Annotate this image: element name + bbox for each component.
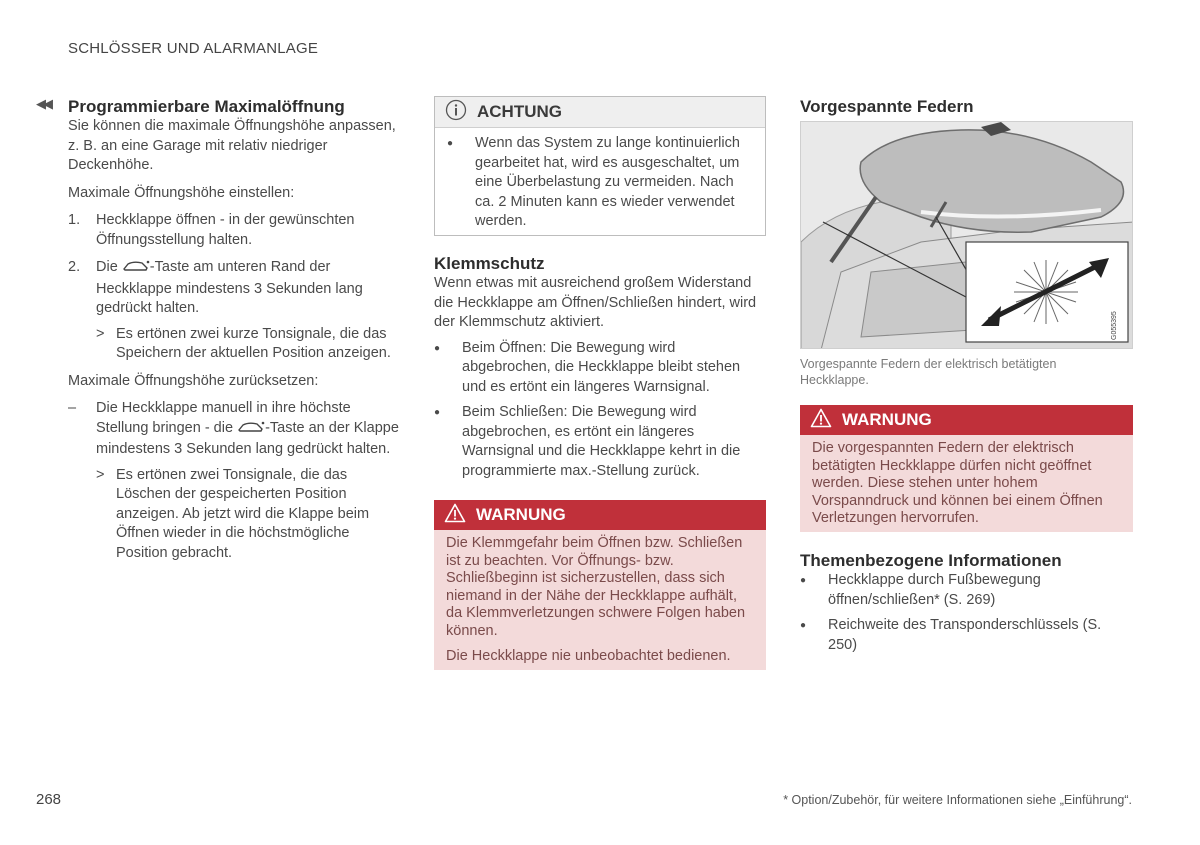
bullet-dot: ●	[434, 407, 441, 418]
achtung-body	[435, 128, 765, 232]
warning-triangle-icon	[810, 408, 832, 433]
bullet-dot: ●	[447, 138, 454, 149]
set-label: Maximale Öffnungshöhe einstellen:	[68, 184, 295, 201]
warnung-text: Die vorgespannten Federn der elektrisch betätigten Heckklappe dürfen nicht geöffnet werden. Diese stehen unter hohem Vorspanndruck und können bei einem Öffnen Verletzungen hervorrufen.	[812, 440, 1103, 526]
achtung-header	[435, 97, 765, 128]
result-text: Es ertönen zwei Tonsignale, die das Löschen der gespeicherten Position anzeigen. Ab jetzt wird die Klappe beim Öffnen wieder in die höchstmögliche Position gebracht.	[116, 466, 370, 561]
step-2	[68, 258, 403, 319]
bullet-text: Beim Schließen: Die Bewegung wird abgebrochen, es ertönt ein längeres Warnsignal und die Heckklappe kehrt in die programmierte max.-Stellung zurück.	[462, 404, 741, 479]
tailgate-spring-illustration	[800, 121, 1133, 349]
tailgate-button-icon	[122, 259, 150, 280]
bullet-dot: ●	[800, 575, 807, 586]
bullet-dot: ●	[800, 620, 807, 631]
intro-text: Sie können die maximale Öffnungshöhe anpassen, z. B. an eine Garage mit relativ niedriger Deckenhöhe.	[68, 118, 396, 173]
step-text: Heckklappe öffnen - in der gewünschten Öffnungsstellung halten.	[96, 212, 355, 248]
step-text	[96, 258, 403, 319]
figure-caption: Vorgespannte Federn der elektrisch betätigten Heckklappe.	[800, 357, 1057, 387]
column-federn	[800, 96, 1133, 117]
warnung-text: Die Klemmgefahr beim Öffnen bzw. Schließen ist zu beachten. Vor Öffnungs- bzw. Schließbeginn ist sicherzustellen, dass sich niemand in der Nähe der Heckklappe aufhält, da Klemmverletzungen schwere Folgen haben können.	[446, 535, 746, 639]
warnung-body	[434, 530, 766, 666]
reset-text-part: -Taste an der Klappe mindestens 3 Sekunden lang gedrückt halten.	[96, 419, 399, 457]
warnung-box-federn	[800, 405, 1133, 532]
warning-triangle-icon	[444, 503, 466, 528]
heading-programmierbare: Programmierbare Maximalöffnung	[68, 97, 345, 116]
warnung-title: WARNUNG	[842, 410, 932, 429]
klemmschutz-intro: Wenn etwas mit ausreichend großem Widerstand die Heckklappe am Öffnen/Schließen hindert, wird der Klemmschutz aktiviert.	[434, 275, 757, 330]
info-icon	[445, 99, 467, 126]
result-marker: >	[96, 466, 105, 483]
step-number: 1.	[68, 212, 81, 228]
heading-klemmschutz: Klemmschutz	[434, 254, 545, 273]
related-link-item[interactable]	[800, 571, 1133, 610]
warnung-text: Die Heckklappe nie unbeobachtet bedienen.	[446, 648, 731, 664]
result-text: Es ertönen zwei kurze Tonsignale, die das Speichern der aktuellen Position anzeigen.	[116, 325, 391, 361]
result-marker: >	[96, 325, 105, 342]
step-text-part: Die	[96, 259, 122, 275]
warnung-title: WARNUNG	[476, 505, 566, 524]
step-1	[68, 211, 403, 250]
list-item	[434, 339, 766, 398]
figure-code: G055395	[1111, 311, 1118, 340]
warnung-header	[800, 405, 1133, 435]
achtung-box	[434, 96, 766, 236]
tailgate-button-icon	[237, 420, 265, 441]
reset-result	[96, 466, 403, 564]
step-2-result	[96, 325, 403, 364]
bullet-text: Beim Öffnen: Die Bewegung wird abgebrochen, die Heckklappe bleibt stehen und es ertönt ein längeres Warnsignal.	[462, 339, 741, 395]
heading-themen: Themenbezogene Informationen	[800, 551, 1062, 570]
warnung-body	[800, 435, 1133, 528]
reset-text-part: Die Heckklappe manuell in ihre höchste Stellung bringen - die	[96, 400, 351, 436]
column-programming	[68, 96, 403, 563]
achtung-text: Wenn das System zu lange kontinuierlich gearbeitet hat, wird es ausgeschaltet, um eine Überbelastung zu vermeiden. Nach ca. 2 Minuten kann es wieder verwendet werden.	[475, 135, 740, 229]
reset-text	[96, 399, 403, 460]
footnote: * Option/Zubehör, für weitere Informationen siehe „Einführung“.	[783, 793, 1132, 807]
related-link[interactable]: Reichweite des Transponderschlüssels (S. 250)	[828, 617, 1102, 653]
section-header: SCHLÖSSER UND ALARMANLAGE	[68, 40, 319, 57]
column-klemmschutz	[434, 253, 766, 481]
step-text-part: -Taste am unteren Rand der Heckklappe mindestens 3 Sekunden lang gedrückt halten.	[96, 259, 363, 316]
column-themen	[800, 550, 1133, 655]
step-number: 2.	[68, 259, 81, 275]
related-link[interactable]: Heckklappe durch Fußbewegung öffnen/schließen* (S. 269)	[828, 572, 1041, 608]
related-link-item[interactable]	[800, 616, 1133, 655]
list-item	[447, 134, 753, 232]
reset-step	[68, 399, 403, 460]
back-arrows-icon[interactable]: ◀◀	[36, 96, 50, 111]
reset-label: Maximale Öffnungshöhe zurücksetzen:	[68, 372, 319, 389]
bullet-dot: ●	[434, 342, 441, 354]
achtung-title: ACHTUNG	[477, 102, 562, 121]
page-number: 268	[36, 791, 62, 808]
list-item	[434, 403, 766, 481]
heading-federn: Vorgespannte Federn	[800, 97, 974, 116]
warnung-box-klemmgefahr	[434, 500, 766, 670]
dash-marker: –	[68, 400, 77, 416]
warnung-header	[434, 500, 766, 530]
